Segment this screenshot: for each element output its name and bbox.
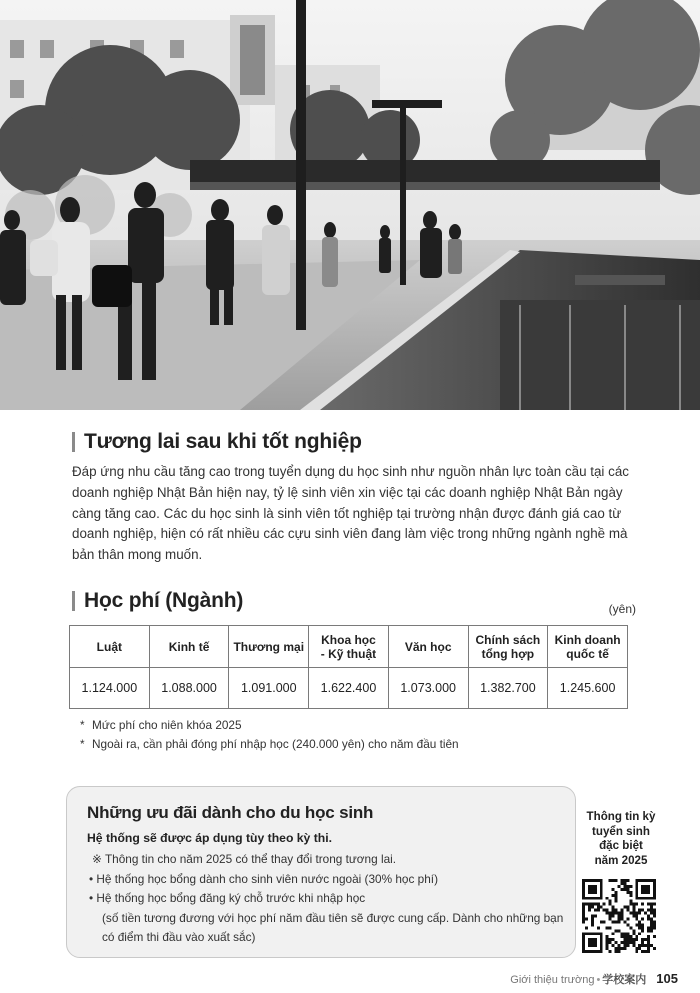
currency-unit: (yên): [608, 602, 636, 616]
footer-section-jp: 学校案内: [602, 974, 647, 986]
list-item-detail: (số tiền tương đương với học phí năm đầu tiên sẽ được cung cấp. Dành cho những bạn: [102, 910, 564, 925]
page-footer: [510, 971, 678, 987]
col-international-business: Kinh doanh quốc tế: [548, 626, 628, 668]
footer-separator: •: [596, 974, 601, 986]
campus-photo: [0, 0, 700, 410]
fee-notes: [80, 716, 459, 754]
benefits-title: Những ưu đãi dành cho du học sinh: [87, 803, 374, 822]
list-item: • Hệ thống học bổng đăng ký chỗ trước khi nhập học: [89, 891, 366, 905]
page-number: 105: [656, 971, 678, 986]
benefits-list: [87, 850, 567, 948]
qr-code-icon[interactable]: [582, 879, 656, 953]
fee-policy: 1.382.700: [468, 668, 548, 709]
col-science-engineering: Khoa học - Kỹ thuật: [309, 626, 389, 668]
future-heading: Tương lai sau khi tốt nghiệp: [72, 430, 362, 454]
footer-section-vi: Giới thiệu trường: [510, 974, 595, 986]
fee-commerce: 1.091.000: [229, 668, 309, 709]
fees-heading: Học phí (Ngành): [72, 589, 243, 613]
benefits-note: ※ Thông tin cho năm 2025 có thể thay đổi trong tương lai.: [92, 852, 397, 866]
fee-international-business: 1.245.600: [548, 668, 628, 709]
future-paragraph: Đáp ứng nhu cầu tăng cao trong tuyển dụng du học sinh như nguồn nhân lực toàn cầu tại các doanh nghiệp Nhật Bản hiện nay, tỷ lệ sinh viên xin việc tại các doanh nghiệp Nhật Bản ngày càng tăng cao. Các du học sinh là sinh viên tốt nghiệp tại trường nhận được đánh giá cao từ doanh nghiệp, hiện có rất nhiều các cựu sinh viên đang làm việc trong những ngành nghề mà bản thân mong muốn.: [72, 464, 629, 563]
table-header-row: [70, 626, 628, 668]
col-law: Luật: [70, 626, 150, 668]
table-row: [70, 668, 628, 709]
col-commerce: Thương mại: [229, 626, 309, 668]
fee-literature: 1.073.000: [388, 668, 468, 709]
qr-caption: Thông tin kỳ tuyển sinh đặc biệt năm 2025: [586, 810, 656, 867]
list-item-detail: có điểm thi đầu vào xuất sắc): [102, 930, 256, 944]
fee-law: 1.124.000: [70, 668, 150, 709]
col-policy: Chính sách tổng hợp: [468, 626, 548, 668]
fee-note: * Mức phí cho niên khóa 2025: [80, 716, 459, 735]
benefits-subtitle: Hệ thống sẽ được áp dụng tùy theo kỳ thi.: [87, 831, 332, 845]
col-literature: Văn học: [388, 626, 468, 668]
fee-economics: 1.088.000: [149, 668, 229, 709]
tuition-table: [69, 625, 628, 709]
fee-note: * Ngoài ra, cần phải đóng phí nhập học (240.000 yên) cho năm đầu tiên: [80, 735, 459, 754]
list-item: • Hệ thống học bổng dành cho sinh viên nước ngoài (30% học phí): [89, 871, 438, 886]
benefits-box: [66, 786, 576, 958]
fee-science-engineering: 1.622.400: [309, 668, 389, 709]
col-economics: Kinh tế: [149, 626, 229, 668]
